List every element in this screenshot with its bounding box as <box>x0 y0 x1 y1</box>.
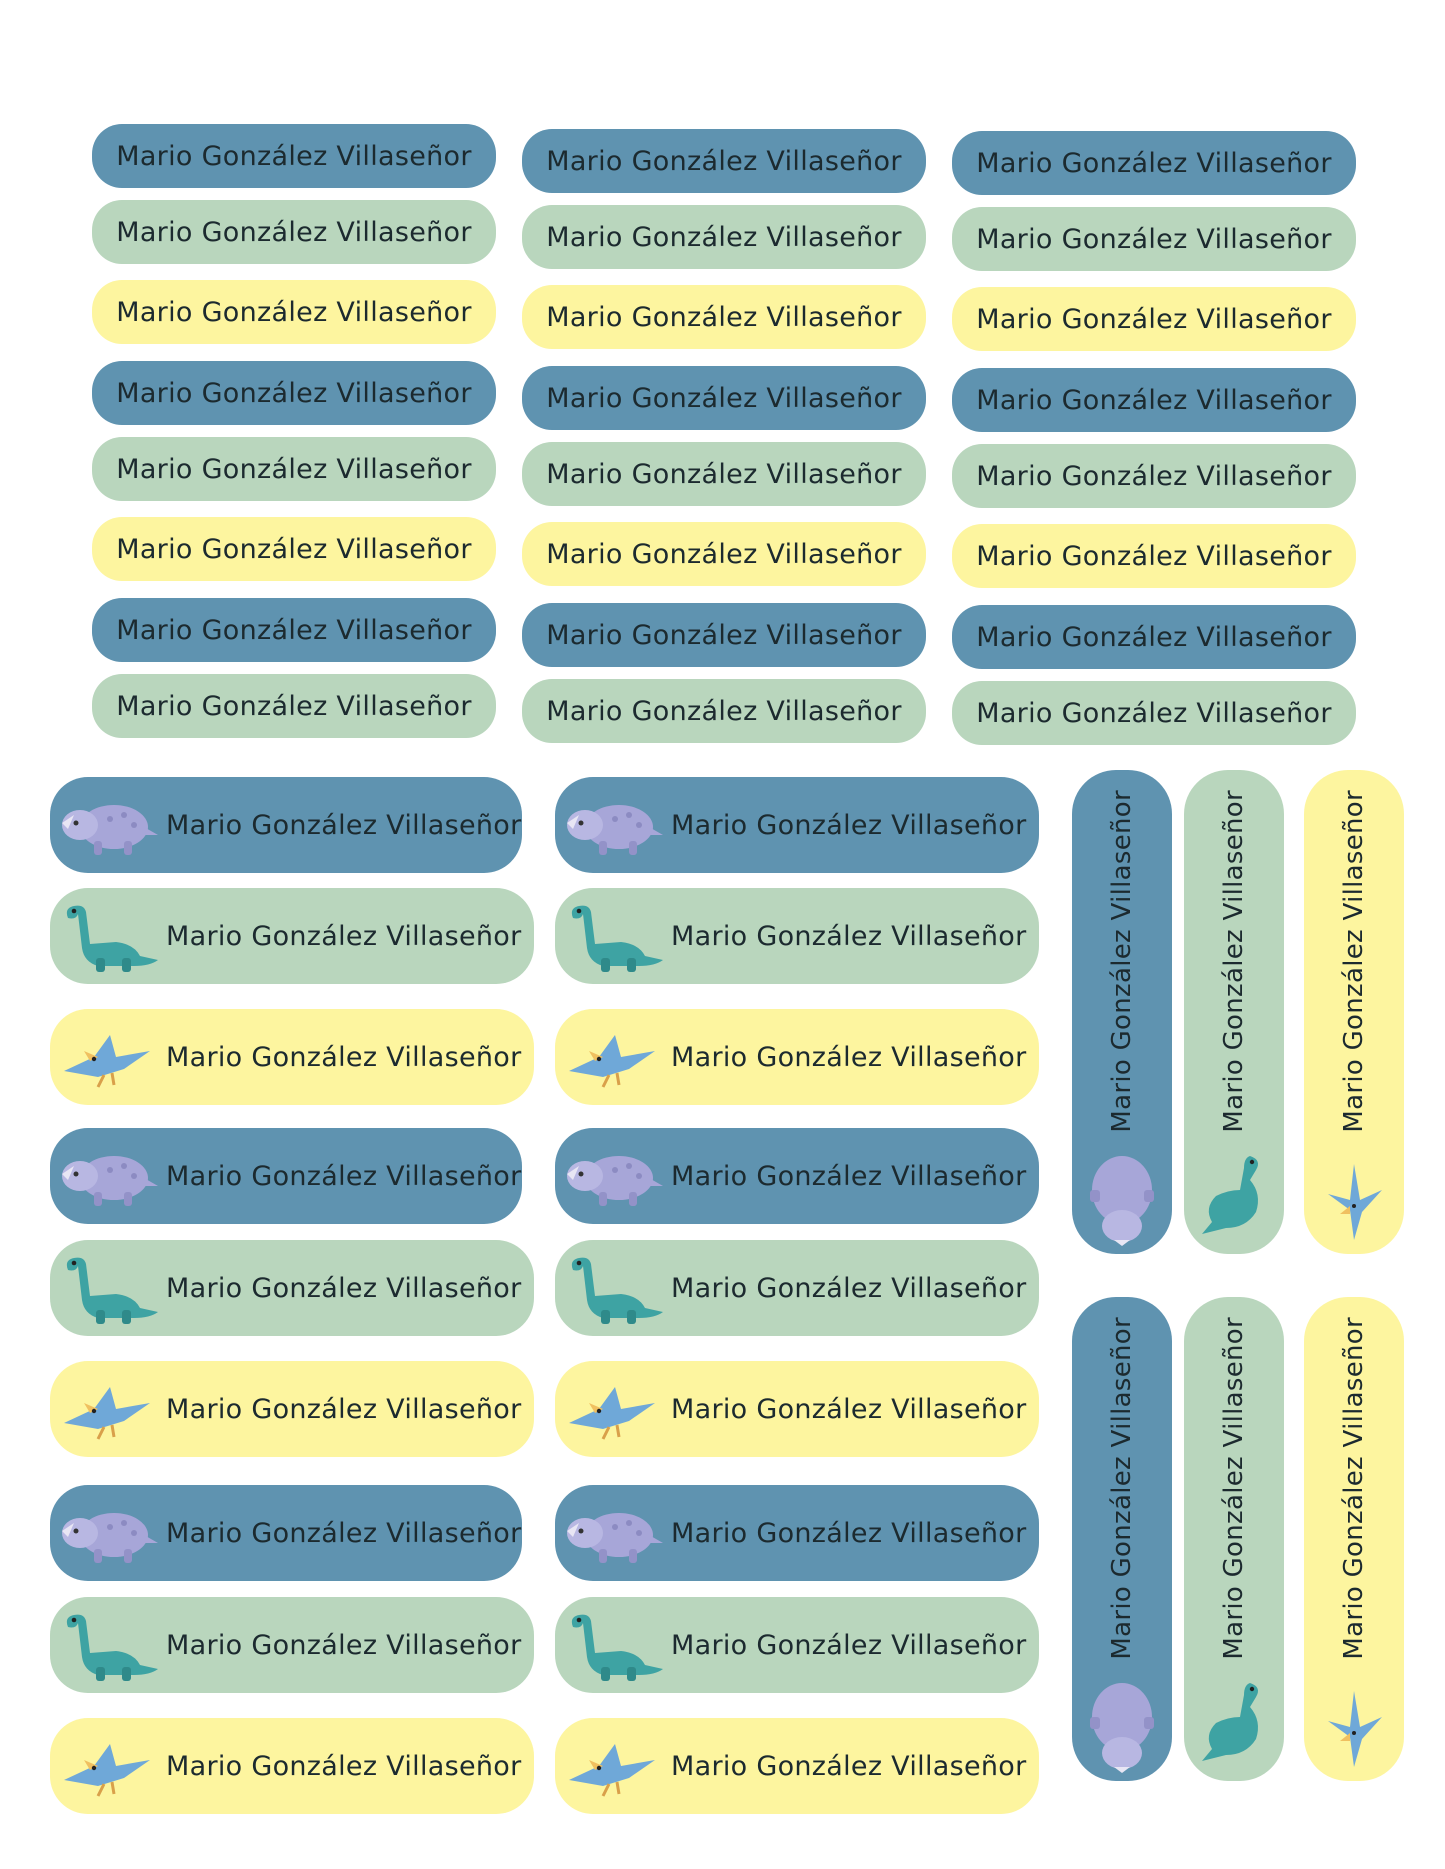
brontosaurus-icon <box>559 1248 667 1328</box>
small-name-label: Mario González Villaseñor <box>952 207 1356 271</box>
dino-name-label: Mario González Villaseñor <box>555 777 1039 873</box>
small-name-label: Mario González Villaseñor <box>522 522 926 586</box>
small-name-label: Mario González Villaseñor <box>952 681 1356 745</box>
small-name-label: Mario González Villaseñor <box>522 366 926 430</box>
small-name-label: Mario González Villaseñor <box>952 131 1356 195</box>
small-name-label: Mario González Villaseñor <box>522 205 926 269</box>
small-name-label: Mario González Villaseñor <box>522 285 926 349</box>
triceratops-icon <box>559 1493 667 1573</box>
triceratops-icon <box>559 785 667 865</box>
vertical-name-label: Mario González Villaseñor <box>1072 770 1172 1254</box>
small-name-label: Mario González Villaseñor <box>952 368 1356 432</box>
dino-name-label: Mario González Villaseñor <box>50 1240 534 1336</box>
small-name-label: Mario González Villaseñor <box>92 437 496 501</box>
small-name-label: Mario González Villaseñor <box>952 287 1356 351</box>
triceratops-icon <box>54 1136 162 1216</box>
brontosaurus-icon <box>559 896 667 976</box>
dino-name-label: Mario González Villaseñor <box>555 1597 1039 1693</box>
pterodactyl-icon <box>54 1726 162 1806</box>
triceratops-icon <box>1078 1677 1166 1773</box>
small-name-label: Mario González Villaseñor <box>92 280 496 344</box>
pterodactyl-icon <box>559 1726 667 1806</box>
pterodactyl-icon <box>559 1369 667 1449</box>
brontosaurus-icon <box>559 1605 667 1685</box>
vertical-name-label: Mario González Villaseñor <box>1184 770 1284 1254</box>
dino-name-label: Mario González Villaseñor <box>50 1718 534 1814</box>
dino-name-label: Mario González Villaseñor <box>50 1485 522 1581</box>
dino-name-label: Mario González Villaseñor <box>555 888 1039 984</box>
pterodactyl-icon <box>54 1017 162 1097</box>
brontosaurus-icon <box>54 1605 162 1685</box>
pterodactyl-icon <box>559 1017 667 1097</box>
small-name-label: Mario González Villaseñor <box>952 605 1356 669</box>
dino-name-label: Mario González Villaseñor <box>50 1128 522 1224</box>
triceratops-icon <box>54 785 162 865</box>
dino-name-label: Mario González Villaseñor <box>50 1009 534 1105</box>
brontosaurus-icon <box>54 896 162 976</box>
small-name-label: Mario González Villaseñor <box>92 124 496 188</box>
small-name-label: Mario González Villaseñor <box>952 524 1356 588</box>
small-name-label: Mario González Villaseñor <box>92 361 496 425</box>
dino-name-label: Mario González Villaseñor <box>555 1240 1039 1336</box>
small-name-label: Mario González Villaseñor <box>92 598 496 662</box>
vertical-name-label: Mario González Villaseñor <box>1304 770 1404 1254</box>
brontosaurus-icon <box>1190 1150 1278 1246</box>
dino-name-label: Mario González Villaseñor <box>555 1009 1039 1105</box>
small-name-label: Mario González Villaseñor <box>92 517 496 581</box>
small-name-label: Mario González Villaseñor <box>522 442 926 506</box>
vertical-name-label: Mario González Villaseñor <box>1304 1297 1404 1781</box>
small-name-label: Mario González Villaseñor <box>522 679 926 743</box>
small-name-label: Mario González Villaseñor <box>952 444 1356 508</box>
dino-name-label: Mario González Villaseñor <box>555 1361 1039 1457</box>
dino-name-label: Mario González Villaseñor <box>50 777 522 873</box>
brontosaurus-icon <box>1190 1677 1278 1773</box>
vertical-name-label: Mario González Villaseñor <box>1072 1297 1172 1781</box>
dino-name-label: Mario González Villaseñor <box>555 1718 1039 1814</box>
small-name-label: Mario González Villaseñor <box>522 129 926 193</box>
dino-name-label: Mario González Villaseñor <box>555 1128 1039 1224</box>
triceratops-icon <box>1078 1150 1166 1246</box>
small-name-label: Mario González Villaseñor <box>92 674 496 738</box>
pterodactyl-icon <box>54 1369 162 1449</box>
small-name-label: Mario González Villaseñor <box>92 200 496 264</box>
vertical-name-label: Mario González Villaseñor <box>1184 1297 1284 1781</box>
dino-name-label: Mario González Villaseñor <box>50 888 534 984</box>
dino-name-label: Mario González Villaseñor <box>50 1597 534 1693</box>
pterodactyl-icon <box>1310 1150 1398 1246</box>
dino-name-label: Mario González Villaseñor <box>50 1361 534 1457</box>
brontosaurus-icon <box>54 1248 162 1328</box>
triceratops-icon <box>559 1136 667 1216</box>
pterodactyl-icon <box>1310 1677 1398 1773</box>
small-name-label: Mario González Villaseñor <box>522 603 926 667</box>
triceratops-icon <box>54 1493 162 1573</box>
dino-name-label: Mario González Villaseñor <box>555 1485 1039 1581</box>
